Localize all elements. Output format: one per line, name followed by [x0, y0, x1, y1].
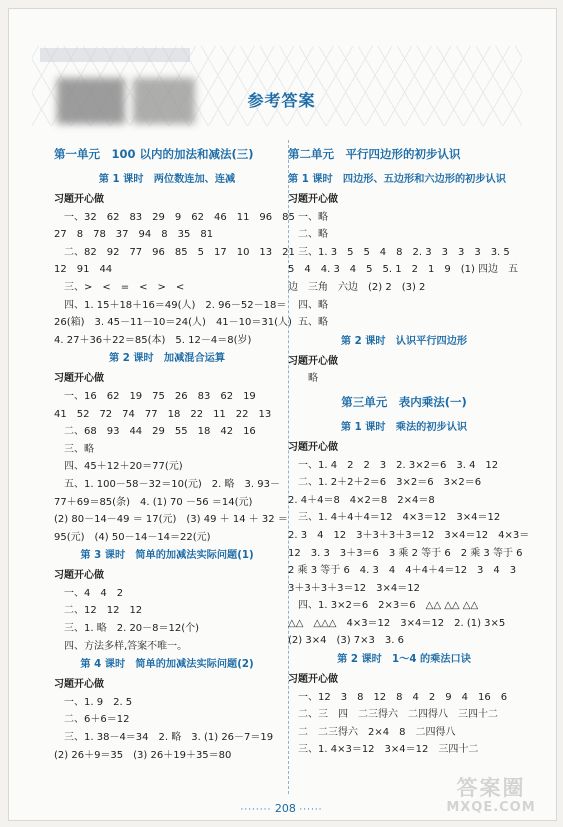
watermark-url: MXQE.COM: [446, 800, 536, 815]
answer-line: 略: [288, 373, 318, 385]
answer-line: 四、1. 15＋18＋16＝49(人) 2. 96－52－18＝: [54, 299, 287, 311]
answer-line: 三、1. 38－4＝34 2. 略 3. (1) 26－7＝19: [54, 732, 274, 744]
answer-line: 五、1. 100－58－32＝10(元) 2. 略 3. 93－: [54, 478, 280, 490]
lesson-title: 第 1 课时 两位数连加、连减: [98, 174, 236, 185]
answer-line: 二、6＋6＝12: [54, 714, 130, 726]
page-number: 208: [274, 802, 296, 815]
answer-line: 一、1. 9 2. 5: [54, 696, 133, 708]
exercise-label: 习题开心做: [54, 679, 104, 691]
answer-line: 12 91 44: [54, 264, 113, 276]
exercise-label: 习题开心做: [288, 194, 338, 205]
exercise-label: 习题开心做: [288, 441, 338, 453]
bleed-through-text: [40, 48, 190, 62]
left-column: [54, 144, 295, 764]
unit-title: 第一单元 100 以内的加法和减法(三): [54, 147, 254, 161]
exercise-label: 习题开心做: [288, 674, 338, 686]
exercise-label: 习题开心做: [54, 373, 104, 385]
lesson-title: 第 4 课时 简单的加减法实际问题(2): [80, 659, 254, 671]
answer-line: 三、1. 4×3＝12 3×4＝12 三四十二: [288, 744, 479, 756]
answer-line: 二、略: [288, 229, 328, 241]
answer-line: 三、略: [54, 443, 94, 455]
exercise-label: 习题开心做: [54, 570, 104, 582]
answer-line: 三、1. 4＋4＋4＝12 4×3＝12 3×4＝12: [288, 512, 501, 524]
answer-line: 三、1. 略 2. 20－8＝12(个): [54, 623, 200, 635]
lesson-title: 第 1 课时 乘法的初步认识: [340, 421, 468, 433]
answer-line: (2) 26＋9＝35 (3) 26＋19＋35＝80: [54, 749, 232, 761]
watermark-logo: 答案圈: [456, 776, 526, 800]
lesson-list: [288, 170, 520, 388]
unit-title: 第三单元 表内乘法(一): [341, 394, 467, 409]
watermark: [428, 776, 554, 822]
answer-line: 2. 4＋4＝8 4×2＝8 2×4＝8: [288, 494, 435, 506]
lesson-list: [54, 170, 295, 764]
exercise-label: 习题开心做: [54, 194, 104, 205]
answer-line: 2. 3 4 12 3＋3＋3＋3＝12 3×4＝12 4×3＝: [288, 529, 530, 541]
lesson-title: 第 3 课时 简单的加减法实际问题(1): [80, 550, 254, 562]
answer-line: 边 三角 六边 (2) 2 (3) 2: [288, 281, 426, 293]
answer-line: 四、略: [288, 299, 328, 311]
answer-line: 5 4 4. 3 4 5 5. 1 2 1 9 (1) 四边 五: [288, 264, 519, 276]
answer-line: 一、1. 4 2 2 3 2. 3×2＝6 3. 4 12: [288, 459, 499, 471]
answer-line: 77＋69＝85(条) 4. (1) 70 －56 ＝14(元): [54, 496, 253, 508]
answer-line: 三、> < = < > <: [54, 281, 185, 293]
answer-line: 四、1. 3×2＝6 2×3＝6 △△ △△ △△: [288, 600, 479, 612]
answer-line: 四、方法多样,答案不唯一。: [54, 640, 188, 652]
answer-line: 四、45＋12＋20＝77(元): [54, 461, 183, 473]
unit-title: 第二单元 平行四边形的初步认识: [288, 147, 461, 161]
answer-line: (2) 3×4 (3) 7×3 3. 6: [288, 635, 404, 647]
answer-line: 95(元) (4) 50－14－14＝22(元): [54, 531, 211, 543]
answer-line: 4. 27＋36＋22＝85(本) 5. 12－4＝8(岁): [54, 334, 252, 346]
answer-line: 一、16 62 19 75 26 83 62 19: [54, 390, 256, 402]
answer-line: 二、12 12 12: [54, 605, 143, 617]
answer-line: 三、1. 3 5 5 4 8 2. 3 3 3 3 3. 5: [288, 246, 510, 258]
answer-line: 二、三 四 二三得六 二四得八 三四十二: [288, 709, 498, 721]
lesson-title: 第 2 课时 加减混合运算: [108, 353, 226, 365]
answer-line: 3＋3＋3＋3＝12 3×4＝12: [288, 582, 421, 594]
lesson-list: [288, 418, 530, 759]
lesson-title: 第 2 课时 认识平行四边形: [340, 335, 468, 347]
answer-line: (2) 80－14－49 ＝ 17(元) (3) 49 ＋ 14 ＋ 32 ＝: [54, 514, 288, 526]
lesson-title: 第 2 课时 1～4 的乘法口诀: [337, 654, 471, 666]
answer-line: 一、12 3 8 12 8 4 2 9 4 16 6: [288, 691, 508, 703]
answer-line: 26(箱) 3. 45－11－10＝24(人) 41－10＝31(人): [54, 317, 292, 329]
answer-line: 二、1. 2＋2＋2＝6 3×2＝6 3×2＝6: [288, 477, 482, 489]
answer-line: 41 52 72 74 77 18 22 11 22 13: [54, 408, 272, 420]
answer-line: △△ △△△ 4×3＝12 3×4＝12 2. (1) 3×5: [288, 617, 506, 629]
answer-line: 五、略: [288, 317, 328, 329]
footer-dots-left: ········: [240, 805, 272, 815]
answer-line: 27 8 78 37 94 8 35 81: [54, 229, 214, 241]
answer-line: 一、4 4 2: [54, 587, 124, 599]
answer-line: 二、82 92 77 96 85 5 17 10 13 21: [54, 246, 295, 258]
answer-line: 12 3. 3 3＋3＝6 3 乘 2 等于 6 2 乘 3 等于 6: [288, 547, 523, 559]
right-column: [288, 144, 530, 759]
footer-dots-right: ······: [299, 805, 323, 815]
page-title: 参考答案: [247, 91, 316, 110]
lesson-title: 第 1 课时 四边形、五边形和六边形的初步认识: [288, 174, 506, 185]
answer-line: 2 乘 3 等于 6 4. 3 4 4＋4＋4＝12 3 4 3: [288, 565, 517, 577]
answer-line: 二、68 93 44 29 55 18 42 16: [54, 426, 256, 438]
answer-line: 一、32 62 83 29 9 62 46 11 96 85: [54, 211, 295, 223]
answer-line: 一、略: [288, 211, 328, 223]
exercise-label: 习题开心做: [288, 355, 338, 367]
answer-line: 二 二三得六 2×4 8 二四得八: [288, 726, 456, 738]
